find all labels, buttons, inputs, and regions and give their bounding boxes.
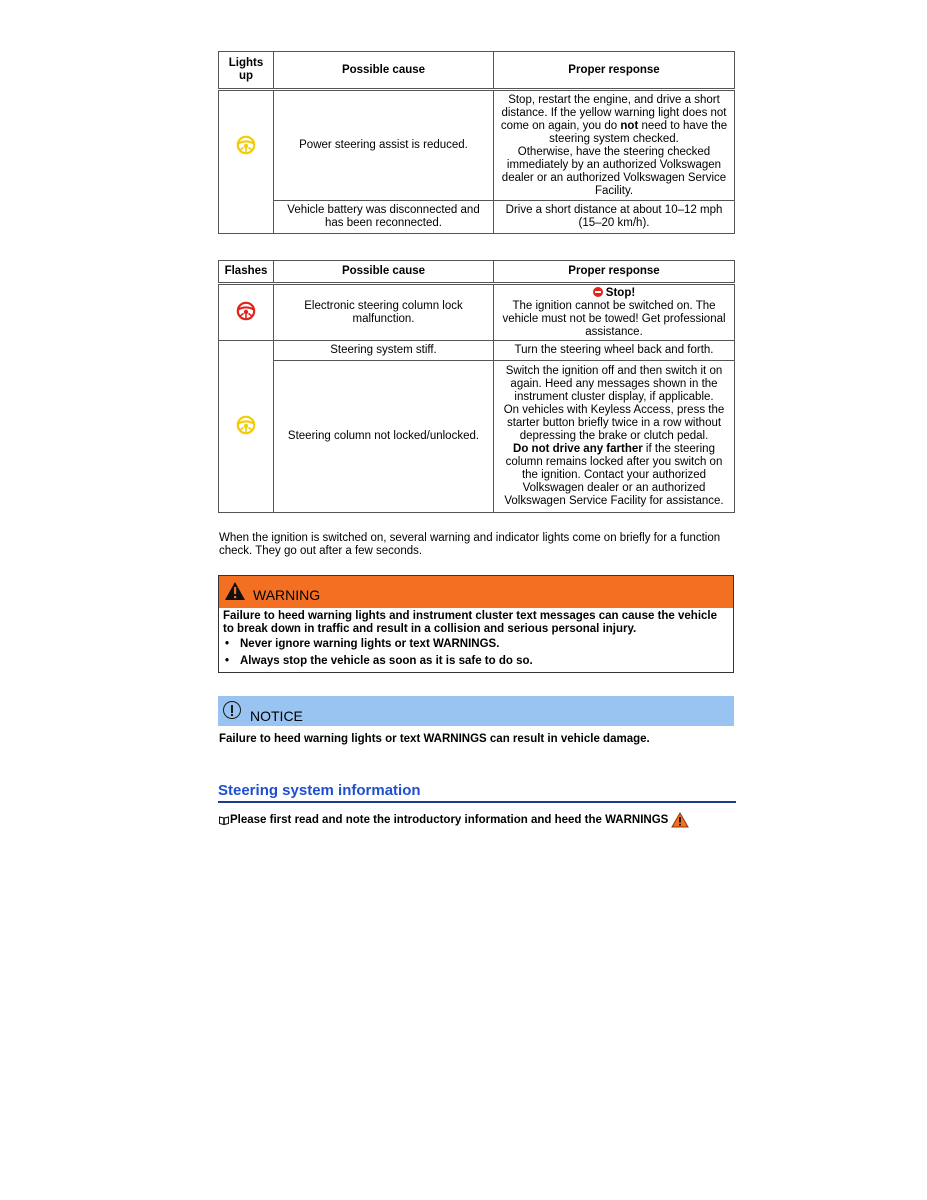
warning-box — [218, 575, 734, 673]
intro-text: Please first read and note the introductory information and heed the WARNINGS — [230, 814, 669, 826]
icon-cell — [219, 284, 274, 341]
warning-triangle-icon — [224, 581, 246, 601]
cause-cell: Steering column not locked/unlocked. — [274, 361, 494, 513]
header-flashes: Flashes — [219, 261, 274, 284]
function-check-paragraph: When the ignition is switched on, several warning and indicator lights come on briefly for a function check. They go out after a few seconds. — [219, 532, 721, 557]
section-heading — [218, 782, 736, 803]
response-cell: Switch the ignition off and then switch it on again. Heed any messages shown in the instrument cluster display, if applicable. On vehicles with Keyless Access, press the starter button briefly twice in a row without depressing the brake or clutch pedal. Do not drive any farther if the steering column remains locked after you switch on the ignition. Contact your authorized Volkswagen dealer or an authorized Volkswagen Service Facility for assistance. — [494, 361, 735, 513]
list-item: • Never ignore warning lights or text WARNINGS. — [223, 638, 729, 651]
steering-wheel-yellow-icon — [236, 135, 256, 155]
response-cell: Stop, restart the engine, and drive a short distance. If the yellow warning light does not come on again, you do not need to have the steering system checked. Otherwise, have the steering checked immediately by an authorized Volkswagen dealer or an authorized Volkswagen Service Facility. — [494, 90, 735, 201]
response-cell: Stop! The ignition cannot be switched on. The vehicle must not be towed! Get professional assistance. — [494, 284, 735, 341]
cause-cell: Power steering assist is reduced. — [274, 90, 494, 201]
header-proper-response: Proper response — [494, 52, 735, 90]
table-row — [219, 201, 735, 234]
response-cell: Turn the steering wheel back and forth. — [494, 341, 735, 361]
table-row — [219, 90, 735, 201]
exclamation-circle-icon — [223, 701, 241, 719]
cause-cell: Vehicle battery was disconnected and has been reconnected. — [274, 201, 494, 234]
response-cell: Drive a short distance at about 10–12 mph (15–20 km/h). — [494, 201, 735, 234]
steering-wheel-red-icon — [236, 301, 256, 321]
icon-cell — [219, 90, 274, 234]
book-icon — [219, 816, 229, 825]
warning-header — [219, 576, 733, 608]
lights-up-table — [218, 51, 735, 234]
warning-text: Failure to heed warning lights and instrument cluster text messages can cause the vehicle to break down in traffic and result in a collision and serious personal injury. — [223, 610, 718, 635]
notice-title: NOTICE — [250, 708, 303, 724]
header-possible-cause: Possible cause — [274, 261, 494, 284]
intro-line — [219, 812, 689, 828]
header-proper-response: Proper response — [494, 261, 735, 284]
cause-cell: Steering system stiff. — [274, 341, 494, 361]
flashes-table — [218, 260, 735, 513]
warning-title: WARNING — [253, 587, 321, 603]
notice-text: Failure to heed warning lights or text WARNINGS can result in vehicle damage. — [219, 733, 650, 745]
steering-wheel-yellow-icon — [236, 415, 256, 435]
header-possible-cause: Possible cause — [274, 52, 494, 90]
cause-cell: Electronic steering column lock malfunction. — [274, 284, 494, 341]
list-item: • Always stop the vehicle as soon as it is safe to do so. — [223, 655, 729, 668]
warning-triangle-icon — [671, 812, 689, 828]
header-lights-up: Lights up — [219, 52, 274, 90]
stop-icon — [593, 287, 603, 297]
table-row — [219, 361, 735, 513]
icon-cell — [219, 341, 274, 513]
section-title: Steering system information — [218, 782, 421, 799]
table-row — [219, 284, 735, 341]
table-row — [219, 341, 735, 361]
notice-header — [218, 696, 734, 726]
warning-bullets — [223, 638, 729, 668]
